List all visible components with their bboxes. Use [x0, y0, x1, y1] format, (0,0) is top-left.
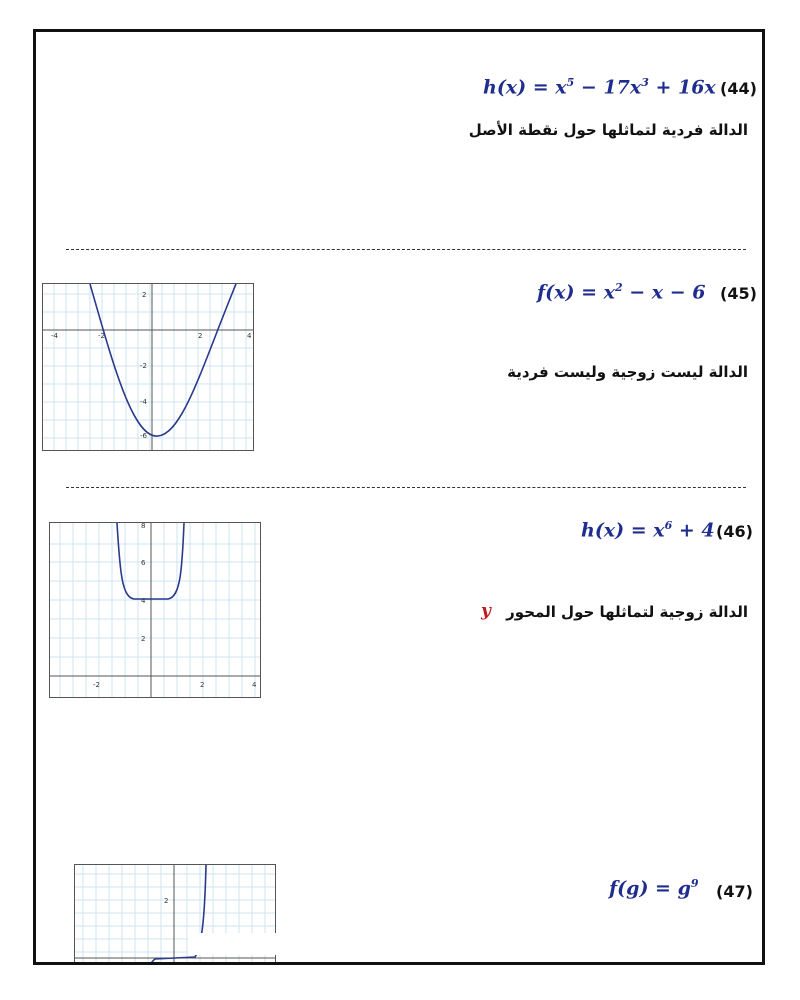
- graph-46: [49, 522, 261, 698]
- separator: [66, 487, 746, 488]
- answer-text: الدالة زوجية لتماثلها حول المحور: [506, 603, 748, 621]
- problem-number: (47): [716, 882, 753, 901]
- separator: [66, 249, 746, 250]
- parabola-curve: [90, 284, 236, 436]
- problem-number: (46): [716, 522, 753, 541]
- y-tick-label: 2: [164, 897, 169, 905]
- answer-text: الدالة ليست زوجية وليست فردية: [507, 363, 748, 381]
- y-tick-label: 2: [142, 291, 147, 299]
- equation: $h(x) = x^5 - 17x^3 + 16x$: [483, 76, 716, 99]
- equation: $f(g) = g^9$: [609, 877, 699, 900]
- x-tick-label: 2: [235, 961, 240, 965]
- y-tick-label: 8: [141, 523, 146, 530]
- x-tick-label: 4: [252, 681, 257, 689]
- x-tick-label: -2: [93, 681, 100, 689]
- y-tick-label: 2: [141, 635, 146, 643]
- page-frame: [33, 29, 765, 965]
- x-tick-label: -4: [51, 332, 58, 340]
- y-tick-label: -4: [140, 398, 147, 406]
- problem-number: (44): [720, 79, 757, 98]
- y-tick-label: -2: [140, 362, 147, 370]
- x-tick-label: 4: [247, 332, 252, 340]
- equation: $h(x) = x^6 + 4$: [581, 519, 715, 542]
- problem-number: (45): [720, 284, 757, 303]
- x-tick-label: -2: [98, 332, 105, 340]
- x-tick-label: 2: [198, 332, 203, 340]
- axis-variable: y: [481, 601, 491, 621]
- graph-45: [42, 283, 254, 451]
- blank-patch: [188, 933, 276, 955]
- x-tick-label: -2: [105, 961, 112, 965]
- x-tick-label: 2: [200, 681, 205, 689]
- equation: $f(x) = x^2 - x - 6$: [537, 281, 706, 304]
- y-tick-label: 4: [141, 597, 146, 605]
- y-tick-label: -6: [140, 432, 147, 440]
- graph-47: [74, 864, 276, 965]
- y-tick-label: 6: [141, 559, 146, 567]
- answer-text: الدالة فردية لتماثلها حول نقطة الأصل: [468, 121, 748, 139]
